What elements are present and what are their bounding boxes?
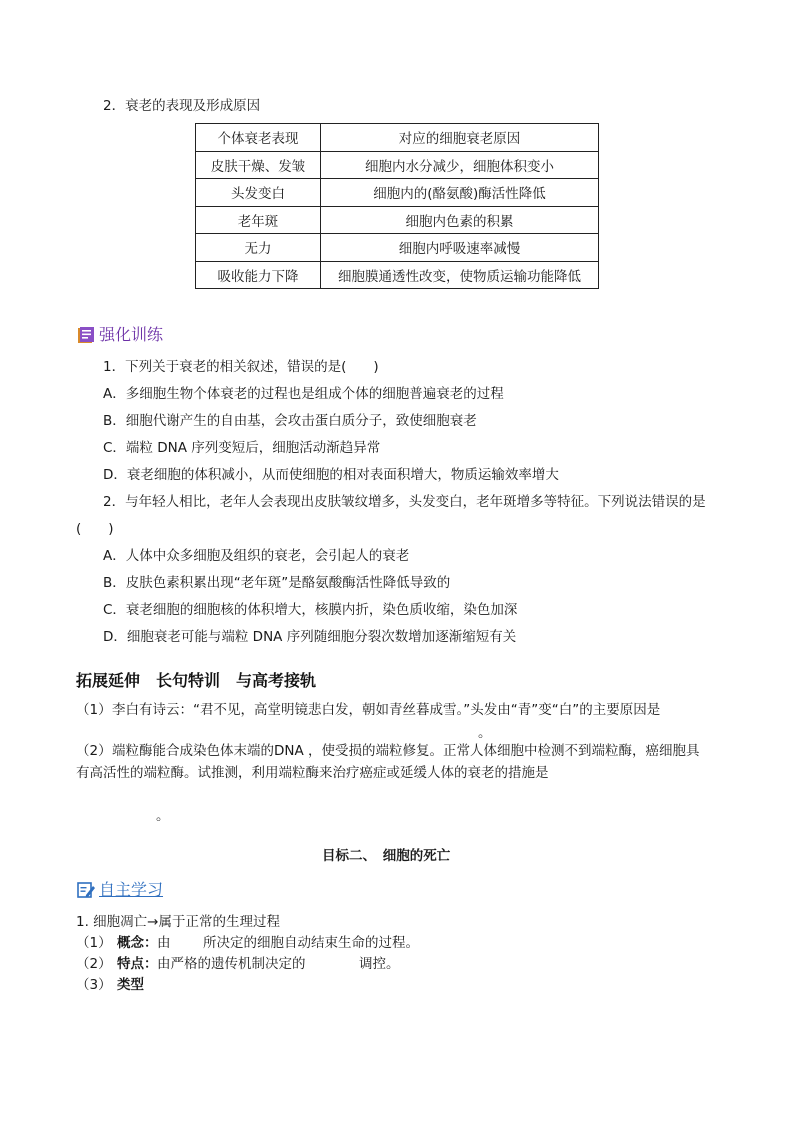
concept-text-a: 由 bbox=[157, 935, 171, 951]
question-2-stem: 2．与年轻人相比，老年人会表现出皮肤皱纹增多，头发变白，老年斑增多等特征。下列说法错误的是 bbox=[103, 494, 706, 510]
extension-item-2-text-cont: 有高活性的端粒酶。试推测，利用端粒酶来治疗癌症或延缓人体的衰老的措施是 bbox=[76, 765, 549, 781]
extension-title: 拓展延伸 长句特训 与高考接轨 bbox=[76, 671, 317, 690]
question-1-stem: 1．下列关于衰老的相关叙述，错误的是( ) bbox=[103, 359, 379, 375]
type-number: （3） bbox=[76, 977, 112, 993]
pencil-note-icon bbox=[76, 880, 96, 900]
table-cell: 老年斑 bbox=[196, 206, 321, 234]
concept-label: 概念： bbox=[117, 935, 158, 951]
concept-number: （1） bbox=[76, 935, 112, 951]
self-study-point-1: 1. 细胞凋亡→属于正常的生理过程 bbox=[76, 914, 280, 930]
table-cell: 头发变白 bbox=[196, 179, 321, 207]
extension-item-1-number: （1） bbox=[76, 702, 112, 718]
question-2-option-a: A．人体中众多细胞及组织的衰老，会引起人的衰老 bbox=[103, 548, 410, 564]
table-cell: 细胞内色素的积累 bbox=[321, 206, 599, 234]
table-cell: 无力 bbox=[196, 234, 321, 262]
table-cell: 细胞内的(酪氨酸)酶活性降低 bbox=[321, 179, 599, 207]
table-header-row bbox=[196, 124, 599, 152]
question-2-option-c: C．衰老细胞的细胞核的体积增大，核膜内折，染色质收缩，染色加深 bbox=[103, 602, 518, 618]
table-row bbox=[196, 261, 599, 289]
aging-table bbox=[195, 123, 599, 289]
table-cell: 细胞内水分减少，细胞体积变小 bbox=[321, 151, 599, 179]
table-row bbox=[196, 234, 599, 262]
question-1-option-d: D．衰老细胞的体积减小，从而使细胞的相对表面积增大，物质运输效率增大 bbox=[103, 467, 559, 483]
extension-item-2-end: 。 bbox=[156, 808, 170, 824]
self-study-title: 自主学习 bbox=[99, 880, 164, 899]
question-2-option-b: B．皮肤色素积累出现“老年斑”是酪氨酸酶活性降低导致的 bbox=[103, 575, 451, 591]
type-label: 类型 bbox=[117, 977, 144, 993]
table-row bbox=[196, 151, 599, 179]
feature-text-a: 由严格的遗传机制决定的 bbox=[157, 956, 306, 972]
extension-item-1-end: 。 bbox=[478, 725, 492, 741]
extension-item-2-text: 端粒酶能合成染色体末端的DNA ，使受损的端粒修复。正常人体细胞中检测不到端粒酶，癌细胞具 bbox=[112, 743, 700, 759]
extension-item-2-number: （2） bbox=[76, 743, 112, 759]
table-header-cell: 对应的细胞衰老原因 bbox=[321, 124, 599, 152]
feature-text-b: 调控。 bbox=[359, 956, 400, 972]
table-row bbox=[196, 206, 599, 234]
question-1-option-a: A．多细胞生物个体衰老的过程也是组成个体的细胞普遍衰老的过程 bbox=[103, 386, 504, 402]
section-title: 2．衰老的表现及形成原因 bbox=[103, 98, 261, 114]
book-icon bbox=[76, 325, 96, 345]
goal-2-title: 目标二、 细胞的死亡 bbox=[322, 848, 451, 864]
question-2-option-d: D．细胞衰老可能与端粒 DNA 序列随细胞分裂次数增加逐渐缩短有关 bbox=[103, 629, 517, 645]
question-2-stem-cont: ( ) bbox=[76, 521, 114, 537]
table-header-cell: 个体衰老表现 bbox=[196, 124, 321, 152]
table-cell: 细胞膜通透性改变，使物质运输功能降低 bbox=[321, 261, 599, 289]
question-1-option-b: B．细胞代谢产生的自由基，会攻击蛋白质分子，致使细胞衰老 bbox=[103, 413, 477, 429]
table-cell: 细胞内呼吸速率减慢 bbox=[321, 234, 599, 262]
training-title: 强化训练 bbox=[99, 325, 164, 344]
feature-label: 特点： bbox=[117, 956, 158, 972]
table-cell: 皮肤干燥、发皱 bbox=[196, 151, 321, 179]
question-1-option-c: C．端粒 DNA 序列变短后，细胞活动渐趋异常 bbox=[103, 440, 381, 456]
training-heading bbox=[76, 325, 163, 345]
self-study-heading bbox=[76, 880, 163, 900]
concept-text-b: 所决定的细胞自动结束生命的过程。 bbox=[203, 935, 419, 951]
extension-item-1-text: 李白有诗云：“君不见，高堂明镜悲白发，朝如青丝暮成雪。”头发由“青”变“白”的主要原因是 bbox=[112, 702, 661, 718]
table-cell: 吸收能力下降 bbox=[196, 261, 321, 289]
table-row bbox=[196, 179, 599, 207]
feature-number: （2） bbox=[76, 956, 112, 972]
